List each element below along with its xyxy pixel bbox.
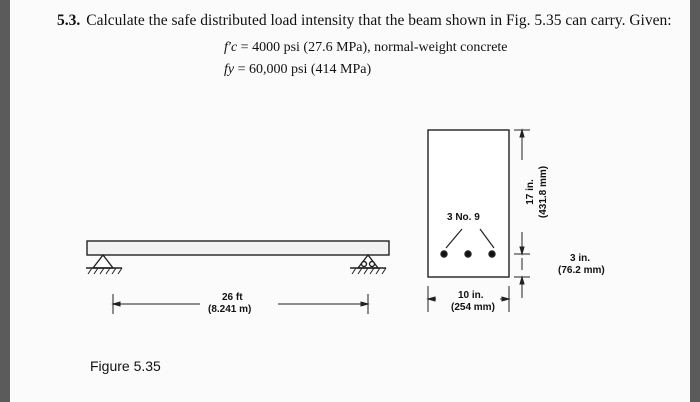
cover-label: 3 in. [570, 253, 591, 264]
problem-number: 5.3. [57, 12, 81, 29]
cover-dimension-line [514, 258, 530, 298]
rebar [489, 251, 495, 257]
width-label: 10 in. [458, 290, 484, 301]
rebar [441, 251, 447, 257]
depth-label-si: (431.8 mm) [538, 165, 549, 219]
right-support-icon [350, 255, 386, 274]
span-label-si: (8.241 m) [208, 304, 252, 315]
depth-label: 17 in. [525, 179, 536, 205]
problem-text: Calculate the safe distributed load intensity that the beam shown in Fig. 5.35 can carry. Given: [86, 12, 672, 29]
fc-symbol: f′c [224, 40, 238, 55]
rebar [465, 251, 471, 257]
cover-label-si: (76.2 mm) [558, 265, 605, 276]
figure-diagram [10, 0, 690, 402]
fc-value: = 4000 psi (27.6 MPa), normal-weight concrete [240, 40, 508, 55]
beam-body [87, 241, 389, 255]
span-label: 26 ft [222, 292, 243, 303]
figure-caption: Figure 5.35 [90, 358, 161, 374]
textbook-page [10, 0, 690, 402]
fy-symbol: fy [224, 62, 235, 77]
fy-value: = 60,000 psi (414 MPa) [237, 62, 372, 77]
left-support-icon [86, 255, 122, 274]
bars-label: 3 No. 9 [447, 212, 480, 223]
width-label-si: (254 mm) [451, 302, 495, 313]
